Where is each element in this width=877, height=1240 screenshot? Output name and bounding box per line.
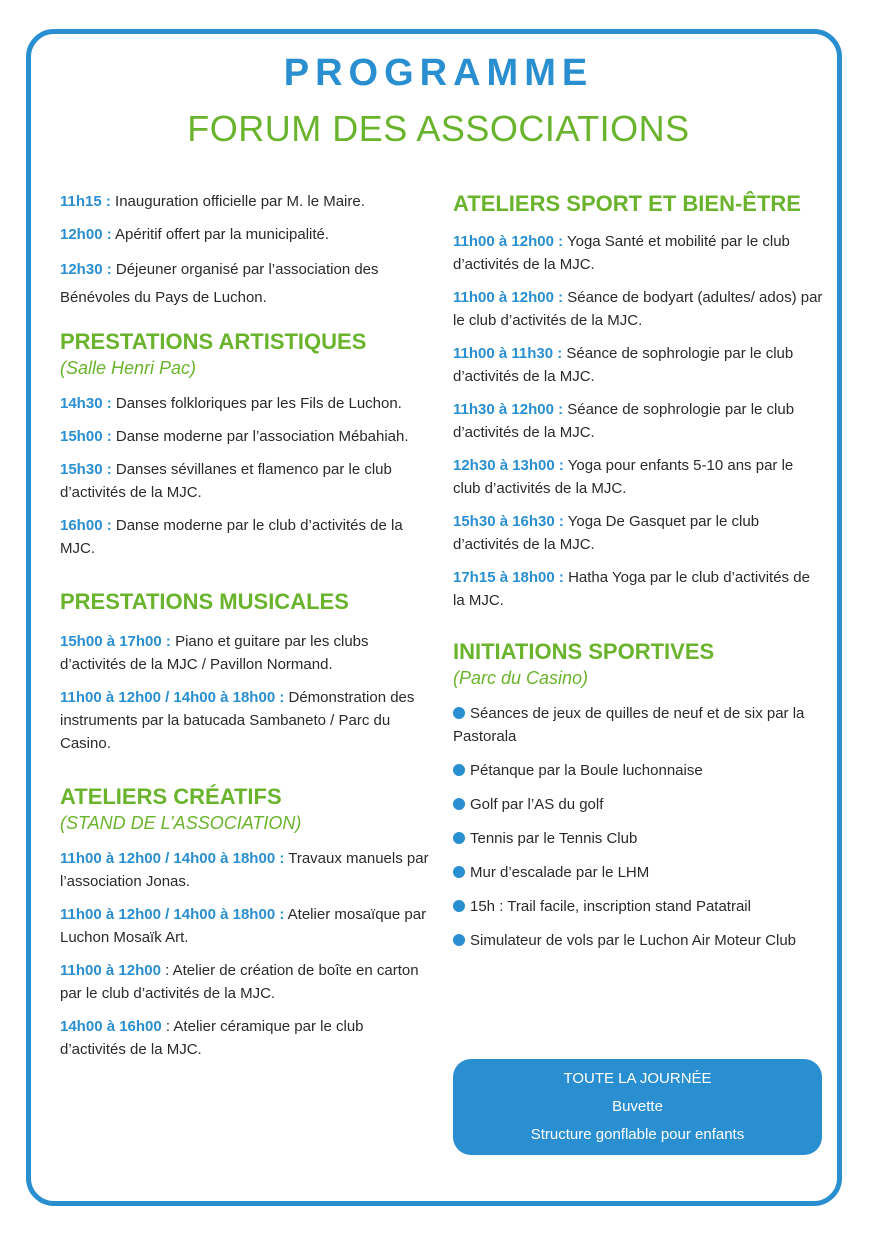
- entry-time: 15h30 à 16h30 :: [453, 513, 564, 530]
- entry-time: 11h00 à 12h00 :: [453, 233, 564, 250]
- list-item: [453, 895, 823, 918]
- right-column: [453, 190, 823, 963]
- entry-text: Démonstration des instruments par la batucada Sambaneto / Parc du Casino.: [60, 689, 415, 752]
- entry-time: 14h30 :: [60, 395, 112, 412]
- all-day-structure: Structure gonflable pour enfants: [530, 1126, 745, 1143]
- list-item-text: Simulateur de vols par le Luchon Air Moteur Club: [470, 932, 797, 949]
- list-item: [453, 759, 823, 782]
- entry-time: 15h00 à 17h00 :: [60, 633, 171, 650]
- section-artistiques: [60, 328, 430, 560]
- entry-time: 11h00 à 12h00 / 14h00 à 18h00 :: [60, 689, 285, 706]
- list-item-text: 15h : Trail facile, inscription stand Patatrail: [470, 898, 751, 915]
- list-item-text: Séances de jeux de quilles de neuf et de six par la Pastorala: [453, 705, 805, 745]
- entry-text: Yoga De Gasquet par le club d’activités de la MJC.: [453, 513, 760, 553]
- list-item: [453, 929, 823, 952]
- list-item: [453, 861, 823, 884]
- schedule-entry: [60, 425, 430, 448]
- entry-text: Séance de sophrologie par le club d’activités de la MJC.: [453, 345, 794, 385]
- entry-time: 11h30 à 12h00 :: [453, 401, 564, 418]
- entry-text: Hatha Yoga par le club d’activités de la MJC.: [453, 569, 810, 609]
- schedule-entry: [60, 847, 430, 893]
- bullet-dot-icon: [453, 798, 465, 810]
- entry-time: 12h30 :: [60, 261, 112, 278]
- schedule-entry: [60, 686, 430, 755]
- page-title: PROGRAMME: [283, 52, 594, 94]
- schedule-entry: [453, 342, 823, 388]
- entry-text: Danses folkloriques par les Fils de Luchon.: [111, 395, 402, 412]
- entry-time: 16h00 :: [60, 517, 112, 534]
- entry-time: 11h00 à 12h00 / 14h00 à 18h00 :: [60, 850, 285, 867]
- entry-time: 11h00 à 12h00 / 14h00 à 18h00 :: [60, 906, 285, 923]
- entry-text: Yoga pour enfants 5-10 ans par le club d’activités de la MJC.: [453, 457, 794, 497]
- schedule-entry: [60, 256, 430, 312]
- section-heading: PRESTATIONS MUSICALES: [60, 589, 349, 614]
- entry-time: 14h00 à 16h00: [60, 1018, 162, 1035]
- bullet-dot-icon: [453, 832, 465, 844]
- list-item-text: Tennis par le Tennis Club: [470, 830, 638, 847]
- entry-time: 11h00 à 12h00 :: [453, 289, 564, 306]
- list-item-text: Mur d’escalade par le LHM: [470, 864, 650, 881]
- schedule-entry: [453, 286, 823, 332]
- left-column: [60, 190, 430, 1071]
- entry-time: 11h00 à 12h00: [60, 962, 161, 979]
- entry-text: Yoga Santé et mobilité par le club d’activités de la MJC.: [453, 233, 790, 273]
- entry-time: 11h15 :: [60, 193, 111, 210]
- entry-text: Apéritif offert par la municipalité.: [111, 226, 330, 243]
- section-sport: [453, 190, 823, 612]
- schedule-entry: [60, 959, 430, 1005]
- section-place: (Parc du Casino): [453, 668, 589, 688]
- entry-time: 12h30 à 13h00 :: [453, 457, 564, 474]
- entry-text: Danses sévillanes et flamenco par le club d’activités de la MJC.: [60, 461, 392, 501]
- schedule-entry: [60, 514, 430, 560]
- entry-text: Danse moderne par l’association Mébahiah.: [111, 428, 409, 445]
- schedule-entry: [453, 510, 823, 556]
- schedule-entry: [60, 903, 430, 949]
- schedule-entry: [60, 458, 430, 504]
- page-subtitle: FORUM DES ASSOCIATIONS: [187, 108, 690, 149]
- schedule-entry: [60, 190, 430, 213]
- entry-time: 15h30 :: [60, 461, 112, 478]
- section-creatifs: [60, 783, 430, 1061]
- schedule-entry: [453, 454, 823, 500]
- bullet-dot-icon: [453, 934, 465, 946]
- schedule-entry: [60, 1015, 430, 1061]
- entry-text: Séance de sophrologie par le club d’activités de la MJC.: [453, 401, 795, 441]
- entry-text: Inauguration officielle par M. le Maire.: [110, 193, 365, 210]
- all-day-box: [453, 1059, 822, 1155]
- section-heading: ATELIERS CRÉATIFS: [60, 784, 282, 809]
- section-place: (STAND DE L’ASSOCIATION): [60, 813, 302, 833]
- entry-text: Déjeuner organisé par l’association des Bénévoles du Pays de Luchon.: [60, 261, 379, 306]
- section-place: (Salle Henri Pac): [60, 358, 197, 378]
- schedule-entry: [453, 230, 823, 276]
- bullet-dot-icon: [453, 866, 465, 878]
- entry-text: Travaux manuels par l’association Jonas.: [60, 850, 429, 890]
- section-heading: ATELIERS SPORT ET BIEN-ÊTRE: [453, 191, 801, 216]
- entry-text: : Atelier de création de boîte en carton par le club d’activités de la MJC.: [60, 962, 419, 1002]
- entry-text: Danse moderne par le club d’activités de la MJC.: [60, 517, 403, 557]
- list-item-text: Golf par l’AS du golf: [470, 796, 604, 813]
- section-initiations: [453, 638, 823, 952]
- schedule-entry: [453, 566, 823, 612]
- section-heading: INITIATIONS SPORTIVES: [453, 639, 715, 664]
- entry-text: Séance de bodyart (adultes/ ados) par le club d’activités de la MJC.: [453, 289, 823, 329]
- bullet-dot-icon: [453, 900, 465, 912]
- section-musicales: [60, 588, 430, 755]
- schedule-entry: [60, 630, 430, 676]
- list-item: [453, 827, 823, 850]
- entry-time: 12h00 :: [60, 226, 112, 243]
- schedule-entry: [60, 223, 430, 246]
- section-heading: PRESTATIONS ARTISTIQUES: [60, 329, 367, 354]
- intro-section: [60, 190, 430, 312]
- entry-text: : Atelier céramique par le club d’activités de la MJC.: [60, 1018, 364, 1058]
- schedule-entry: [60, 392, 430, 415]
- list-item-text: Pétanque par la Boule luchonnaise: [470, 762, 703, 779]
- schedule-entry: [453, 398, 823, 444]
- all-day-buvette: Buvette: [612, 1098, 663, 1115]
- entry-time: 17h15 à 18h00 :: [453, 569, 564, 586]
- entry-text: Atelier mosaïque par Luchon Mosaïk Art.: [60, 906, 427, 946]
- all-day-title: TOUTE LA JOURNÉE: [563, 1070, 712, 1087]
- bullet-dot-icon: [453, 764, 465, 776]
- list-item: [453, 793, 823, 816]
- list-item: [453, 702, 823, 748]
- entry-time: 11h00 à 11h30 :: [453, 345, 563, 362]
- bullet-dot-icon: [453, 707, 465, 719]
- entry-time: 15h00 :: [60, 428, 112, 445]
- entry-text: Piano et guitare par les clubs d’activités de la MJC / Pavillon Normand.: [60, 633, 369, 673]
